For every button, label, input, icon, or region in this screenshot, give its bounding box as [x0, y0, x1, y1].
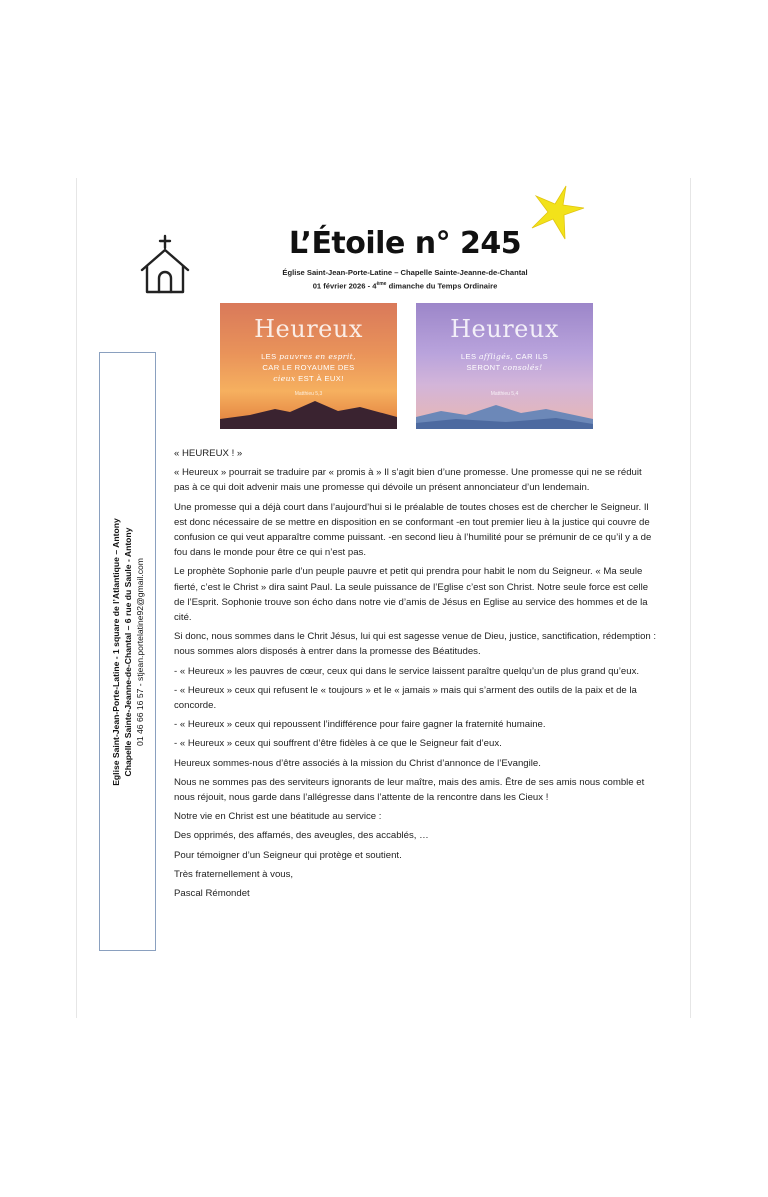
paragraph: Si donc, nous sommes dans le Chrit Jésus, lui qui est sagesse venue de Dieu, justice, sanctification, rédemption : nous sommes alors disposés à entrer dans la promesse des Béatitudes.: [174, 631, 657, 658]
card-text-emphasis: affligés,: [478, 352, 514, 361]
beatitude-card-1: [220, 303, 397, 429]
paragraph: Heureux sommes-nous d’être associés à la mission du Christ d’annonce de l’Evangile.: [174, 757, 541, 769]
card-text-part: LES: [261, 352, 280, 361]
subtitle-date-sup: ème: [376, 281, 387, 287]
card-text-part: EST À EUX!: [295, 374, 344, 383]
paragraph: Nous ne sommes pas des serviteurs ignorants de leur maître, mais des amis. Être de ses amis nous comble et nous réjouit, nous garde dans l’allégresse dans l’attente de la rencontre dans les Cieux !: [174, 776, 645, 804]
card-text: [230, 351, 387, 384]
beatitude-card-2: [416, 303, 593, 429]
page-title: L’Étoile n° 245: [288, 226, 522, 261]
card-text: [426, 351, 583, 373]
paragraph: « HEUREUX ! »: [174, 448, 243, 459]
paragraph: Des opprimés, des affamés, des aveugles, des accablés, …: [174, 830, 429, 842]
card-reference: Matthieu 5,3: [294, 391, 323, 397]
card-title: Heureux: [254, 315, 363, 343]
card-text-emphasis: cieux: [273, 374, 296, 383]
signature: Pascal Rémondet: [174, 888, 250, 900]
card-text-emphasis: consolés!: [502, 363, 543, 372]
card-text-part: CAR ILS: [513, 352, 549, 361]
address-text: [110, 362, 146, 942]
card-text-emphasis: pauvres en esprit,: [279, 352, 356, 361]
address-church: Eglise Saint-Jean-Porte-Latine - 1 square de l’Atlantique – Antony: [110, 517, 121, 786]
subtitle-date-part1: 01 février 2026 - 4: [312, 281, 377, 291]
mountain-silhouette: [220, 389, 397, 429]
address-chapel: Chapelle Sainte-Jeanne-de-Chantal – 6 rue du Saule - Antony: [122, 527, 133, 776]
mountain-silhouette: [416, 389, 593, 429]
subtitle-date: [230, 281, 580, 291]
church-icon: [138, 234, 192, 298]
paragraph: Très fraternellement à vous,: [174, 868, 294, 880]
subtitle-parishes: Église Saint-Jean-Porte-Latine – Chapelle Sainte-Jeanne-de-Chantal: [282, 268, 528, 277]
paragraph: - « Heureux » les pauvres de cœur, ceux qui dans le service laissent paraître quelqu’un de plus grand qu’eux.: [174, 665, 640, 677]
page-edge-right: [690, 178, 691, 1018]
card-text-part: CAR LE ROYAUME DES: [262, 363, 355, 372]
paragraph: Une promesse qui a déjà court dans l’aujourd’hui si le préalable de toutes choses est de chercher le Seigneur. Il est donc nécessaire de se mettre en disposition en se conformant -en tout premier lieu à la justice qui couvre de confusion ce qui veut apparaître comme puissant. -en second lieu à l’humilité pour se prémunir de ce qu’il y a de fou dans le monde pour être ce qui n’est pas.: [174, 501, 652, 559]
page-edge-left: [76, 178, 77, 1018]
paragraph: « Heureux » pourrait se traduire par « promis à » Il s’agit bien d’une promesse. Une promesse qui ne se réduit pas à ce qui doit advenir mais une promesse qui dévoile un présent annonciateur d’un lendemain.: [174, 467, 642, 494]
paragraph: Le prophète Sophonie parle d’un peuple pauvre et petit qui prendra pour habit le nom du Seigneur. « Ma seule fierté, c’est le Christ » dira saint Paul. La seule puissance de l’Eglise c’est son Christ. Notre seule force est celle de l’Esprit. Sophonie trouve son écho dans notre vie d’amis de Jésus en Eglise au service des hommes et de la cité.: [174, 566, 649, 624]
card-reference: Matthieu 5,4: [490, 391, 519, 397]
paragraph: - « Heureux » ceux qui souffrent d’être fidèles à ce que le Seigneur fait d’eux.: [174, 738, 502, 750]
paragraph: - « Heureux » ceux qui refusent le « toujours » et le « jamais » mais qui s’arment des outils de la paix et de la concorde.: [174, 684, 637, 712]
article-body: [174, 446, 658, 905]
card-text-part: LES: [460, 352, 479, 361]
paragraph: Pour témoigner d’un Seigneur qui protège et soutient.: [174, 849, 402, 861]
card-title: Heureux: [450, 315, 559, 343]
address-sidebar: [99, 352, 156, 951]
contact-line: 01 46 66 16 57 - stjean.portelatine92@gmail.com: [134, 557, 145, 746]
paragraph: Notre vie en Christ est une béatitude au service :: [174, 811, 382, 823]
subtitle-date-part2: dimanche du Temps Ordinaire: [386, 281, 498, 291]
card-text-part: SERONT: [466, 363, 503, 372]
paragraph: - « Heureux » ceux qui repoussent l’indifférence pour faire gagner la fraternité humaine.: [174, 719, 546, 731]
